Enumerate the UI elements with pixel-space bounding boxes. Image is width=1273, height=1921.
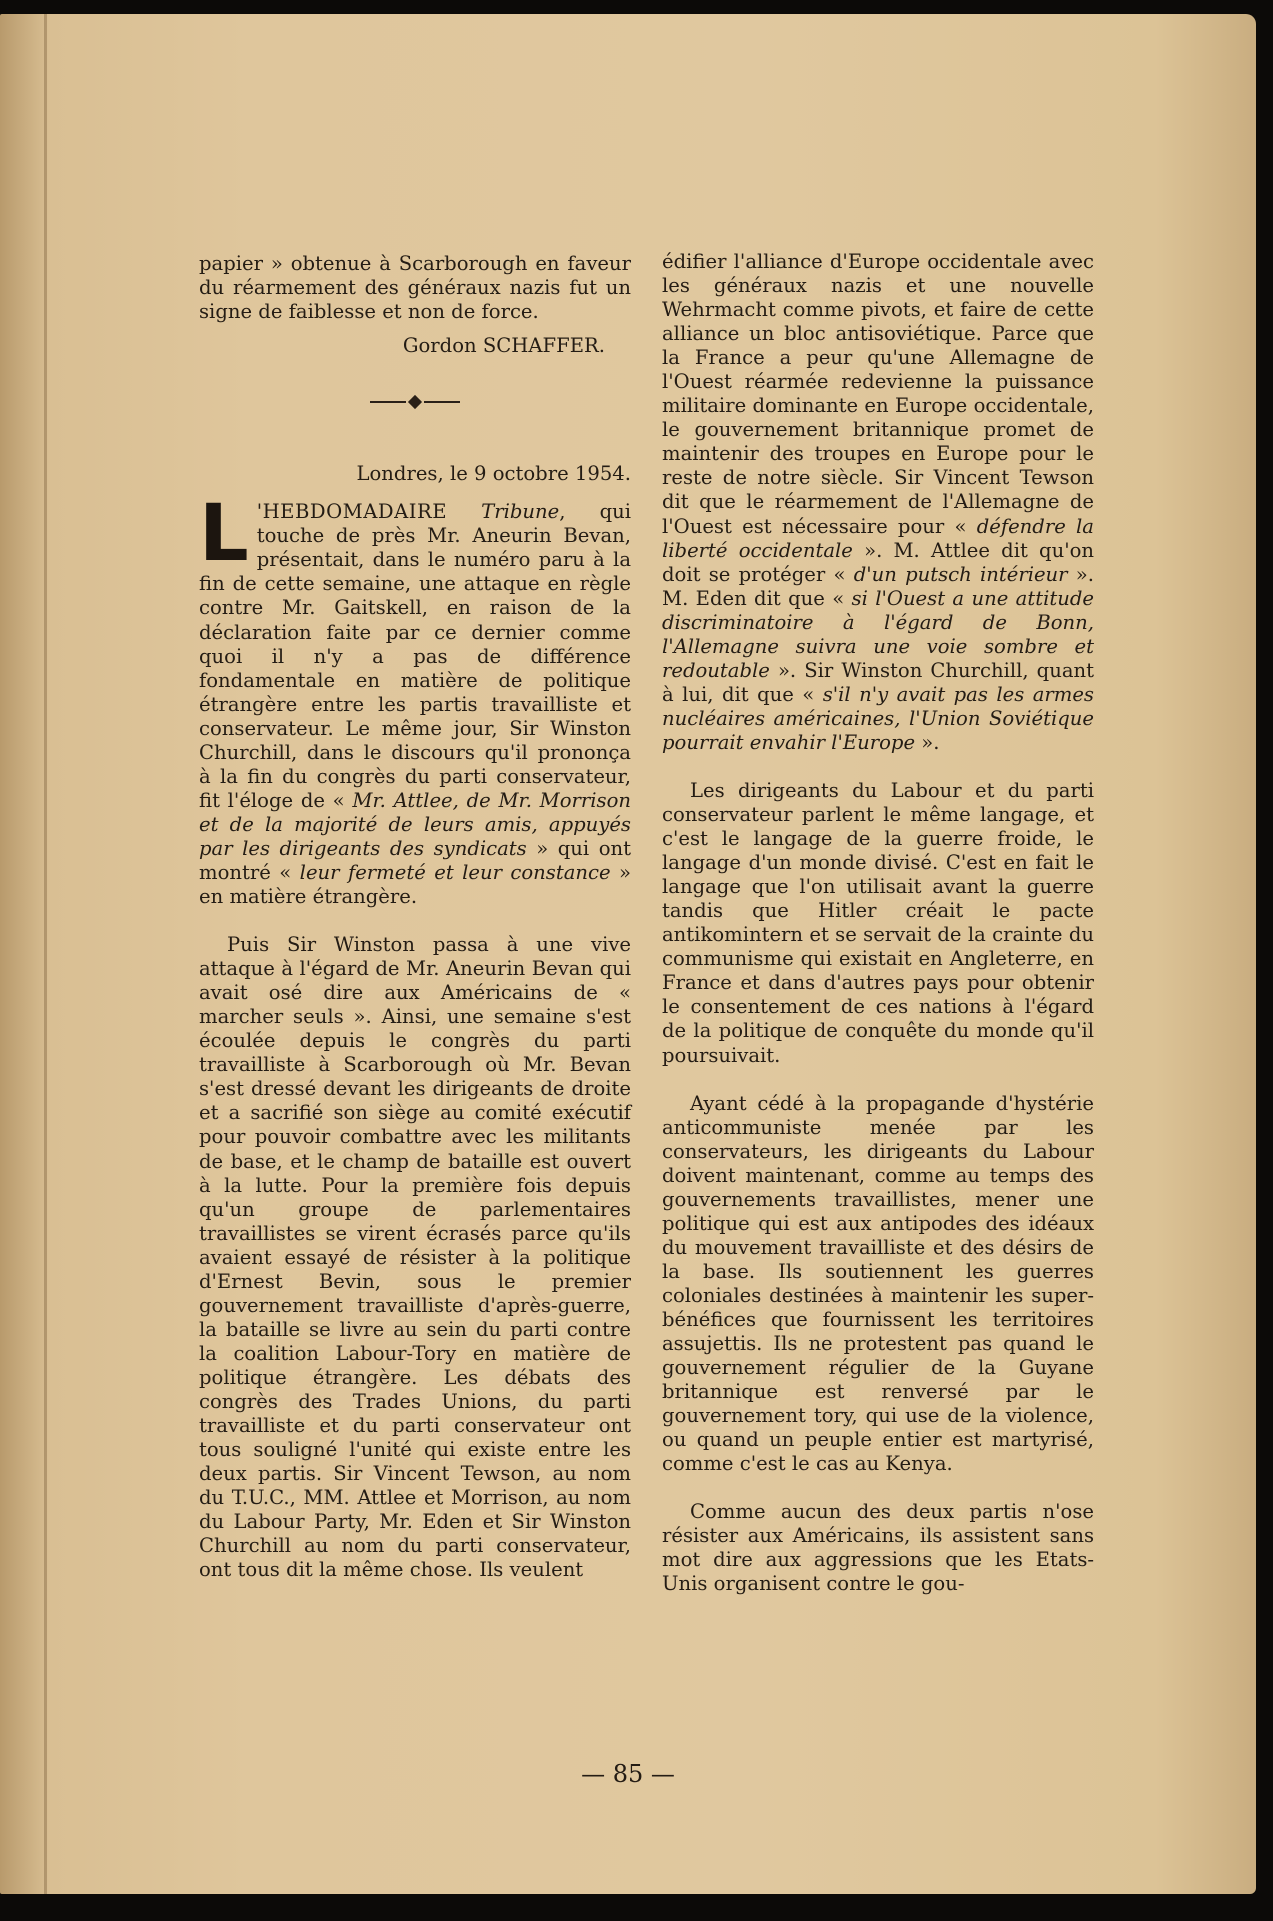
italic-quote: s'il n'y avait pas les armes nucléaires américaines, l'Union Soviétique pourrait envahir l'Europe	[662, 682, 1094, 754]
dateline: Londres, le 9 octobre 1954.	[356, 462, 631, 486]
drop-cap: L	[199, 489, 249, 580]
text-run: édifier l'alliance d'Europe occidentale avec les généraux nazis et une nouvelle Wehrmacht comme pivots, et faire de cette alliance un bloc antisoviétique. Parce que la France a peur qu'une Allemagne de l'Ouest réarmée redevienne la puissance militaire dominante en Europe occidentale, le gouvernement britannique promet de maintenir des troupes en Europe pour le reste de notre siècle. Sir Vincent Tewson dit que le réarmement de l'Allemagne de l'Ouest est nécessaire pour «	[662, 250, 1094, 538]
italic-quote: si l'Ouest a une attitude discriminatoire à l'égard de Bonn, l'Allemagne suivra une voie sombre et redoutable	[662, 586, 1094, 682]
book-page	[0, 14, 1256, 1894]
text-run: ».	[915, 730, 940, 754]
italic-quote: d'un putsch intérieur	[853, 562, 1068, 586]
article-paragraph: Comme aucun des deux partis n'ose résister aux Américains, ils assistent sans mot dire aux aggressions que les Etats-Unis organisent contre le gou-	[662, 1500, 1094, 1596]
article-paragraph	[662, 250, 1094, 755]
text-run: ». Sir Winston Churchill, quant à lui, dit que «	[662, 658, 1094, 706]
italic-text: Tribune	[481, 500, 560, 524]
text-run: » en matière étrangère.	[199, 860, 632, 909]
author-signature: Gordon SCHAFFER.	[402, 334, 605, 358]
text-run: » qui ont montré «	[199, 836, 632, 884]
article-paragraph: Puis Sir Winston passa à une vive attaque à l'égard de Mr. Aneurin Bevan qui avait osé dire aux Américains de « marcher seuls ». Ainsi, une semaine s'est écoulée depuis le congrès du parti travailliste à Scarborough où Mr. Bevan s'est dressé devant les dirigeants de droite et a sacrifié son siège au comité exécutif pour pouvoir combattre avec les militants de base, et le champ de bataille est ouvert à la lutte. Pour la première fois depuis qu'un groupe de parlementaires travaillistes se virent écrasés parce qu'ils avaient essayé de résister à la politique d'Ernest Bevin, sous le premier gouvernement travailliste d'après-guerre, la bataille se livre au sein du parti contre la coalition Labour-Tory en matière de politique étrangère. Les débats des congrès des Trades Unions, du parti travailliste et du parti conservateur ont tous souligné l'unité qui existe entre les deux partis. Sir Vincent Tewson, au nom du T.U.C., MM. Attlee et Morrison, au nom du Labour Party, Mr. Eden et Sir Winston Churchill au nom du parti conservateur, ont tous dit la même chose. Ils veulent	[199, 933, 631, 1582]
italic-quote: leur fermeté et leur constance	[299, 860, 611, 884]
italic-quote: défendre la liberté occidentale	[662, 514, 1094, 562]
article-paragraph	[199, 489, 632, 909]
lead-word: 'HEBDOMADAIRE	[256, 500, 448, 524]
diamond-ornament-icon	[408, 395, 422, 409]
article-paragraph: Les dirigeants du Labour et du parti conservateur parlent le même langage, et c'est le langage de la guerre froide, le langage d'un monde divisé. C'est en fait le langage que l'on utilisait avant la guerre tandis que Hitler créait le pacte antikomintern et se servait de la crainte du communisme qui existait en Angleterre, en France et dans d'autres pays pour obtenir le consentement de ces nations à l'égard de la politique de conquête du monde qu'il poursuivait.	[662, 778, 1094, 1067]
separator-line	[370, 401, 406, 403]
continuation-paragraph: papier » obtenue à Scarborough en faveur du réarmement des généraux nazis fut un signe de faiblesse et non de force.	[199, 252, 631, 324]
text-run: , qui touche de près Mr. Aneurin Bevan, présentait, dans le numéro paru à la fin de cette semaine, une attaque en règle contre Mr. Gaitskell, en raison de la déclaration faite par ce dernier comme quoi il n'y a pas de différence fondamentale en matière de politique étrangère entre les partis travailliste et conservateur. Le même jour, Sir Winston Churchill, dans le discours qu'il prononça à la fin du congrès du parti conservateur, fit l'éloge de «	[199, 500, 631, 812]
text-run: ». M. Attlee dit qu'on doit se protéger «	[662, 538, 1095, 586]
italic-quote: Mr. Attlee, de Mr. Morrison et de la majorité de leurs amis, appuyés par les dirigeants des syndicats	[199, 788, 631, 860]
article-paragraph: Ayant cédé à la propagande d'hystérie anticommuniste menée par les conservateurs, les dirigeants du Labour doivent maintenant, comme au temps des gouvernements travaillistes, mener une politique qui est aux antipodes des idéaux du mouvement travailliste et des désirs de la base. Ils soutiennent les guerres coloniales destinées à maintenir les super-bénéfices que fournissent les territoires assujettis. Ils ne protestent pas quand le gouvernement régulier de la Guyane britannique est renversé par le gouvernement tory, qui use de la violence, ou quand un peuple entier est martyrisé, comme c'est le cas au Kenya.	[662, 1091, 1094, 1476]
left-column	[199, 252, 631, 1582]
separator-line	[424, 401, 460, 403]
section-separator	[199, 390, 631, 414]
text-run: ». M. Eden dit que «	[662, 562, 1094, 610]
page-number: — 85 —	[581, 1760, 675, 1788]
right-column	[662, 250, 1094, 1596]
